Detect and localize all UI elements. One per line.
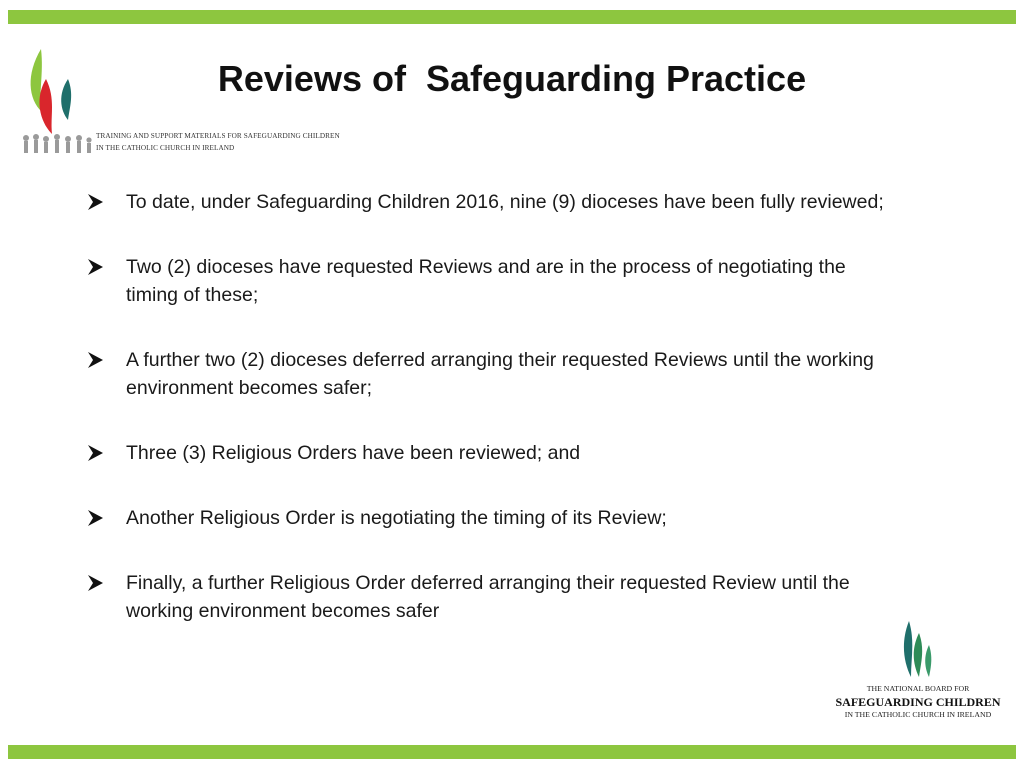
list-item xyxy=(86,188,886,216)
arrowhead-bullet-icon xyxy=(86,444,106,462)
tagline-line-1: TRAINING AND SUPPORT MATERIALS FOR SAFEGUARDING CHILDREN xyxy=(96,132,340,140)
footer-logo-line-3: IN THE CATHOLIC CHURCH IN IRELAND xyxy=(844,710,992,719)
list-item xyxy=(86,346,886,402)
arrowhead-bullet-icon xyxy=(86,509,106,527)
bullet-list xyxy=(86,188,886,625)
list-item xyxy=(86,504,886,532)
bullet-text: Three (3) Religious Orders have been reviewed; and xyxy=(126,442,581,464)
bullet-text: Another Religious Order is negotiating the timing of its Review; xyxy=(126,507,667,529)
tagline xyxy=(96,130,340,154)
flame-logo-icon xyxy=(895,615,941,683)
bullet-text: Two (2) dioceses have requested Reviews and are in the process of negotiating the timing of these; xyxy=(126,256,846,306)
bottom-accent-bar xyxy=(8,745,1016,759)
arrowhead-bullet-icon xyxy=(86,351,106,369)
page-title: Reviews of Safeguarding Practice xyxy=(217,58,807,99)
list-item xyxy=(86,569,886,625)
list-item xyxy=(86,253,886,309)
bullet-text: To date, under Safeguarding Children 2016, nine (9) dioceses have been fully reviewed; xyxy=(126,191,884,213)
footer-logo-line-2: SAFEGUARDING CHILDREN xyxy=(835,695,1001,709)
arrowhead-bullet-icon xyxy=(86,574,106,592)
arrowhead-bullet-icon xyxy=(86,193,106,211)
arrowhead-bullet-icon xyxy=(86,258,106,276)
list-item xyxy=(86,439,886,467)
footer-logo-line-1: THE NATIONAL BOARD FOR xyxy=(866,684,970,693)
top-accent-bar xyxy=(8,10,1016,24)
bullet-text: A further two (2) dioceses deferred arranging their requested Reviews until the working environment becomes safer; xyxy=(126,349,874,399)
bullet-text: Finally, a further Religious Order deferred arranging their requested Review until the working environment becomes safer xyxy=(126,572,850,622)
tagline-line-2: IN THE CATHOLIC CHURCH IN IRELAND xyxy=(96,144,235,152)
